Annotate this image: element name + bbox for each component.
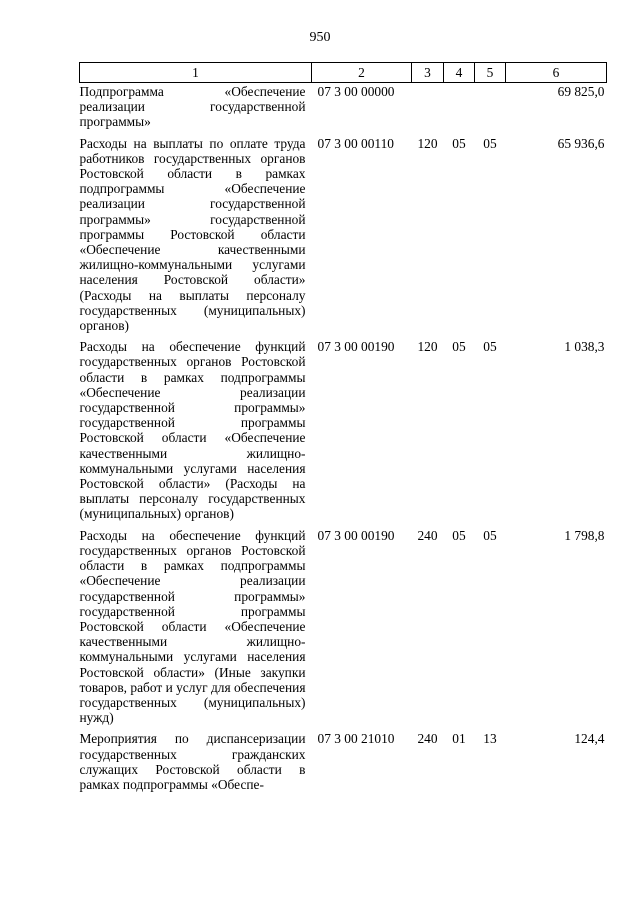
row-pr	[475, 83, 506, 136]
row-vr: 240	[417, 527, 438, 543]
row-name: Мероприятия по диспансеризации государственных гражданских служащих Ростовской области в рамках подпрограммы «Обеспе-	[79, 731, 306, 792]
row-rz: 01	[452, 731, 466, 747]
table-row	[80, 339, 607, 527]
row-code: 07 3 00 00190	[317, 527, 395, 543]
table-header	[80, 63, 607, 83]
row-vr: 240	[417, 731, 438, 747]
row-rz: 05	[452, 135, 466, 151]
row-rz	[444, 83, 475, 136]
row-vr	[412, 83, 444, 136]
table-row	[80, 528, 607, 732]
row-name: Расходы на выплаты по оплате труда работников государственных органов Ростовской области в рамках подпрограммы «Обеспечение реализации государственной программы» государственной программы Ростовской области «Обеспечение качественными жилищно-коммунальными услугами населения Ростовской области» (Расходы на выплаты персоналу государственных (муниципальных) органов)	[79, 135, 306, 334]
row-pr: 13	[483, 731, 497, 747]
row-pr: 05	[483, 339, 497, 355]
row-name: Расходы на обеспечение функций государственных органов Ростовской области в рамках подпрограммы «Обеспечение реализации государственной программы» государственной программы Ростовской области «Обеспечение качественными жилищно-коммунальными услугами населения Ростовской области» (Иные закупки товаров, работ и услуг для обеспечения государственных (муниципальных) нужд)	[79, 527, 306, 726]
header-col-rz: 4	[444, 63, 475, 83]
row-vr: 120	[417, 135, 438, 151]
row-rz: 05	[452, 339, 466, 355]
row-name: Подпрограмма «Обеспечение реализации государственной программы»	[79, 84, 306, 130]
row-rz: 05	[452, 527, 466, 543]
page-number: 950	[309, 30, 331, 45]
header-col-vr: 3	[412, 63, 444, 83]
row-amount: 124,4	[574, 731, 605, 747]
header-col-code: 2	[312, 63, 412, 83]
row-vr: 120	[417, 339, 438, 355]
row-amount: 1 798,8	[564, 527, 605, 543]
row-amount: 1 038,3	[564, 339, 605, 355]
header-col-amount: 6	[506, 63, 607, 83]
header-col-name: 1	[80, 63, 312, 83]
header-row	[80, 63, 607, 83]
row-code: 07 3 00 00000	[317, 84, 395, 99]
table-row	[80, 136, 607, 340]
row-pr: 05	[483, 135, 497, 151]
budget-table	[79, 62, 607, 798]
header-col-pr: 5	[475, 63, 506, 83]
row-code: 07 3 00 21010	[317, 731, 395, 747]
table-row	[80, 731, 607, 798]
row-code: 07 3 00 00110	[317, 135, 394, 151]
table-body	[80, 83, 607, 799]
table-row	[80, 83, 607, 136]
row-name: Расходы на обеспечение функций государственных органов Ростовской области в рамках подпрограммы «Обеспечение реализации государственной программы» государственной программы Ростовской области «Обеспечение качественными жилищно-коммунальными услугами населения Ростовской области» (Расходы на выплаты персоналу государственных (муниципальных) органов)	[79, 339, 306, 522]
row-pr: 05	[483, 527, 497, 543]
row-amount: 65 936,6	[557, 135, 605, 151]
row-code: 07 3 00 00190	[317, 339, 395, 355]
row-amount: 69 825,0	[557, 84, 605, 99]
